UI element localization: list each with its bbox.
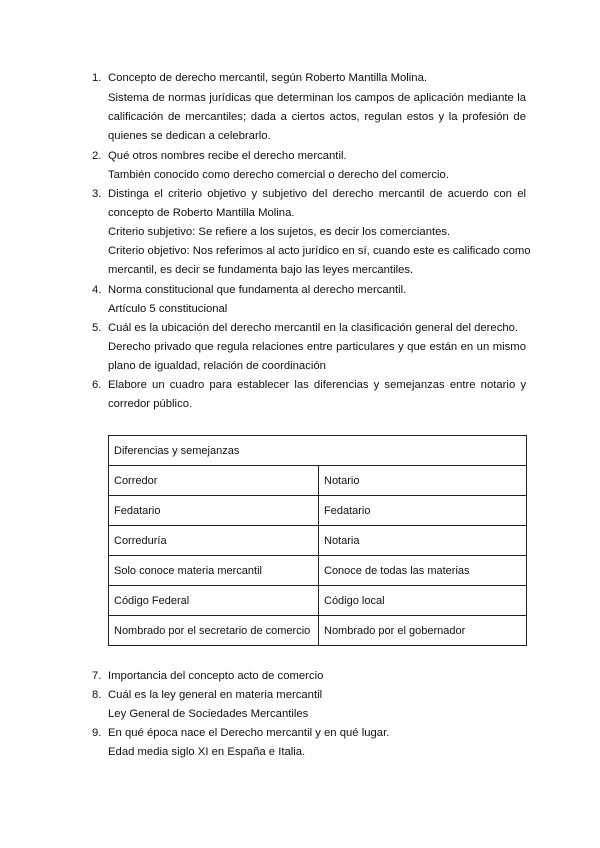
item-number: 5. — [92, 322, 102, 334]
answer-9: Edad media siglo XI en España e Italia. — [108, 746, 306, 758]
table-row — [109, 526, 527, 556]
question-5: Cuál es la ubicación del derecho mercantil en la clasificación general del derecho. — [108, 322, 519, 334]
table-header: Diferencias y semejanzas — [109, 436, 527, 466]
question-8: Cuál es la ley general en materia mercantil — [108, 689, 323, 701]
item-number: 8. — [92, 689, 102, 701]
question-6-line-1: Elabore un cuadro para establecer las diferencias y semejanzas entre notario y — [108, 379, 526, 391]
answer-1-line-1: Sistema de normas jurídicas que determinan los campos de aplicación mediante la — [108, 92, 526, 104]
question-4: Norma constitucional que fundamenta al derecho mercantil. — [108, 284, 407, 296]
answer-4: Artículo 5 constitucional — [108, 303, 228, 315]
table-cell-corredor: Solo conoce materia mercantil — [109, 556, 319, 586]
question-3-line-2: concepto de Roberto Mantilla Molina. — [108, 207, 295, 219]
item-number: 6. — [92, 379, 102, 391]
item-number: 3. — [92, 188, 102, 200]
table-row — [109, 586, 527, 616]
answer-1-line-2: calificación de mercantiles; dada a ciertos actos, regulan estos y la profesión de — [108, 111, 526, 123]
table-row — [109, 616, 527, 646]
table-cell-corredor: Fedatario — [109, 496, 319, 526]
question-2: Qué otros nombres recibe el derecho mercantil. — [108, 150, 347, 162]
item-number: 9. — [92, 727, 102, 739]
answer-3-line-3: mercantil, es decir se fundamenta bajo las leyes mercantiles. — [108, 264, 414, 276]
table-cell-corredor: Código Federal — [109, 586, 319, 616]
answer-5-line-2: plano de igualdad, relación de coordinación — [108, 360, 326, 372]
item-number: 2. — [92, 150, 102, 162]
answer-5-line-1: Derecho privado que regula relaciones entre particulares y que están en un mismo — [108, 341, 526, 353]
answer-8: Ley General de Sociedades Mercantiles — [108, 708, 309, 720]
table-cell-corredor: Corredor — [109, 466, 319, 496]
answer-3-line-1: Criterio subjetivo: Se refiere a los sujetos, es decir los comerciantes. — [108, 226, 451, 238]
table-cell-notario: Fedatario — [319, 496, 527, 526]
question-6-line-2: corredor público. — [108, 398, 193, 410]
question-9: En qué época nace el Derecho mercantil y en qué lugar. — [108, 727, 390, 739]
answer-1-line-3: quienes se dedican a celebrarlo. — [108, 130, 271, 142]
item-number: 4. — [92, 284, 102, 296]
table-cell-notario: Código local — [319, 586, 527, 616]
table-cell-notario: Notaria — [319, 526, 527, 556]
answer-2: También conocido como derecho comercial o derecho del comercio. — [108, 169, 449, 181]
question-7: Importancia del concepto acto de comercio — [108, 670, 324, 682]
table-cell-corredor: Correduría — [109, 526, 319, 556]
item-number: 1. — [92, 72, 102, 84]
question-3-line-1: Distinga el criterio objetivo y subjetivo del derecho mercantil de acuerdo con el — [108, 188, 526, 200]
question-1: Concepto de derecho mercantil, según Roberto Mantilla Molina. — [108, 72, 427, 84]
table-cell-notario: Conoce de todas las materias — [319, 556, 527, 586]
table-cell-notario: Notario — [319, 466, 527, 496]
table-cell-corredor: Nombrado por el secretario de comercio — [109, 616, 319, 646]
table-cell-notario: Nombrado por el gobernador — [319, 616, 527, 646]
table-row — [109, 556, 527, 586]
answer-3-line-2: Criterio objetivo: Nos referimos al acto jurídico en sí, cuando este es calificado como — [108, 245, 531, 257]
item-number: 7. — [92, 670, 102, 682]
table-header-row — [109, 436, 527, 466]
table-row — [109, 496, 527, 526]
comparison-table — [108, 435, 527, 646]
table-row — [109, 466, 527, 496]
